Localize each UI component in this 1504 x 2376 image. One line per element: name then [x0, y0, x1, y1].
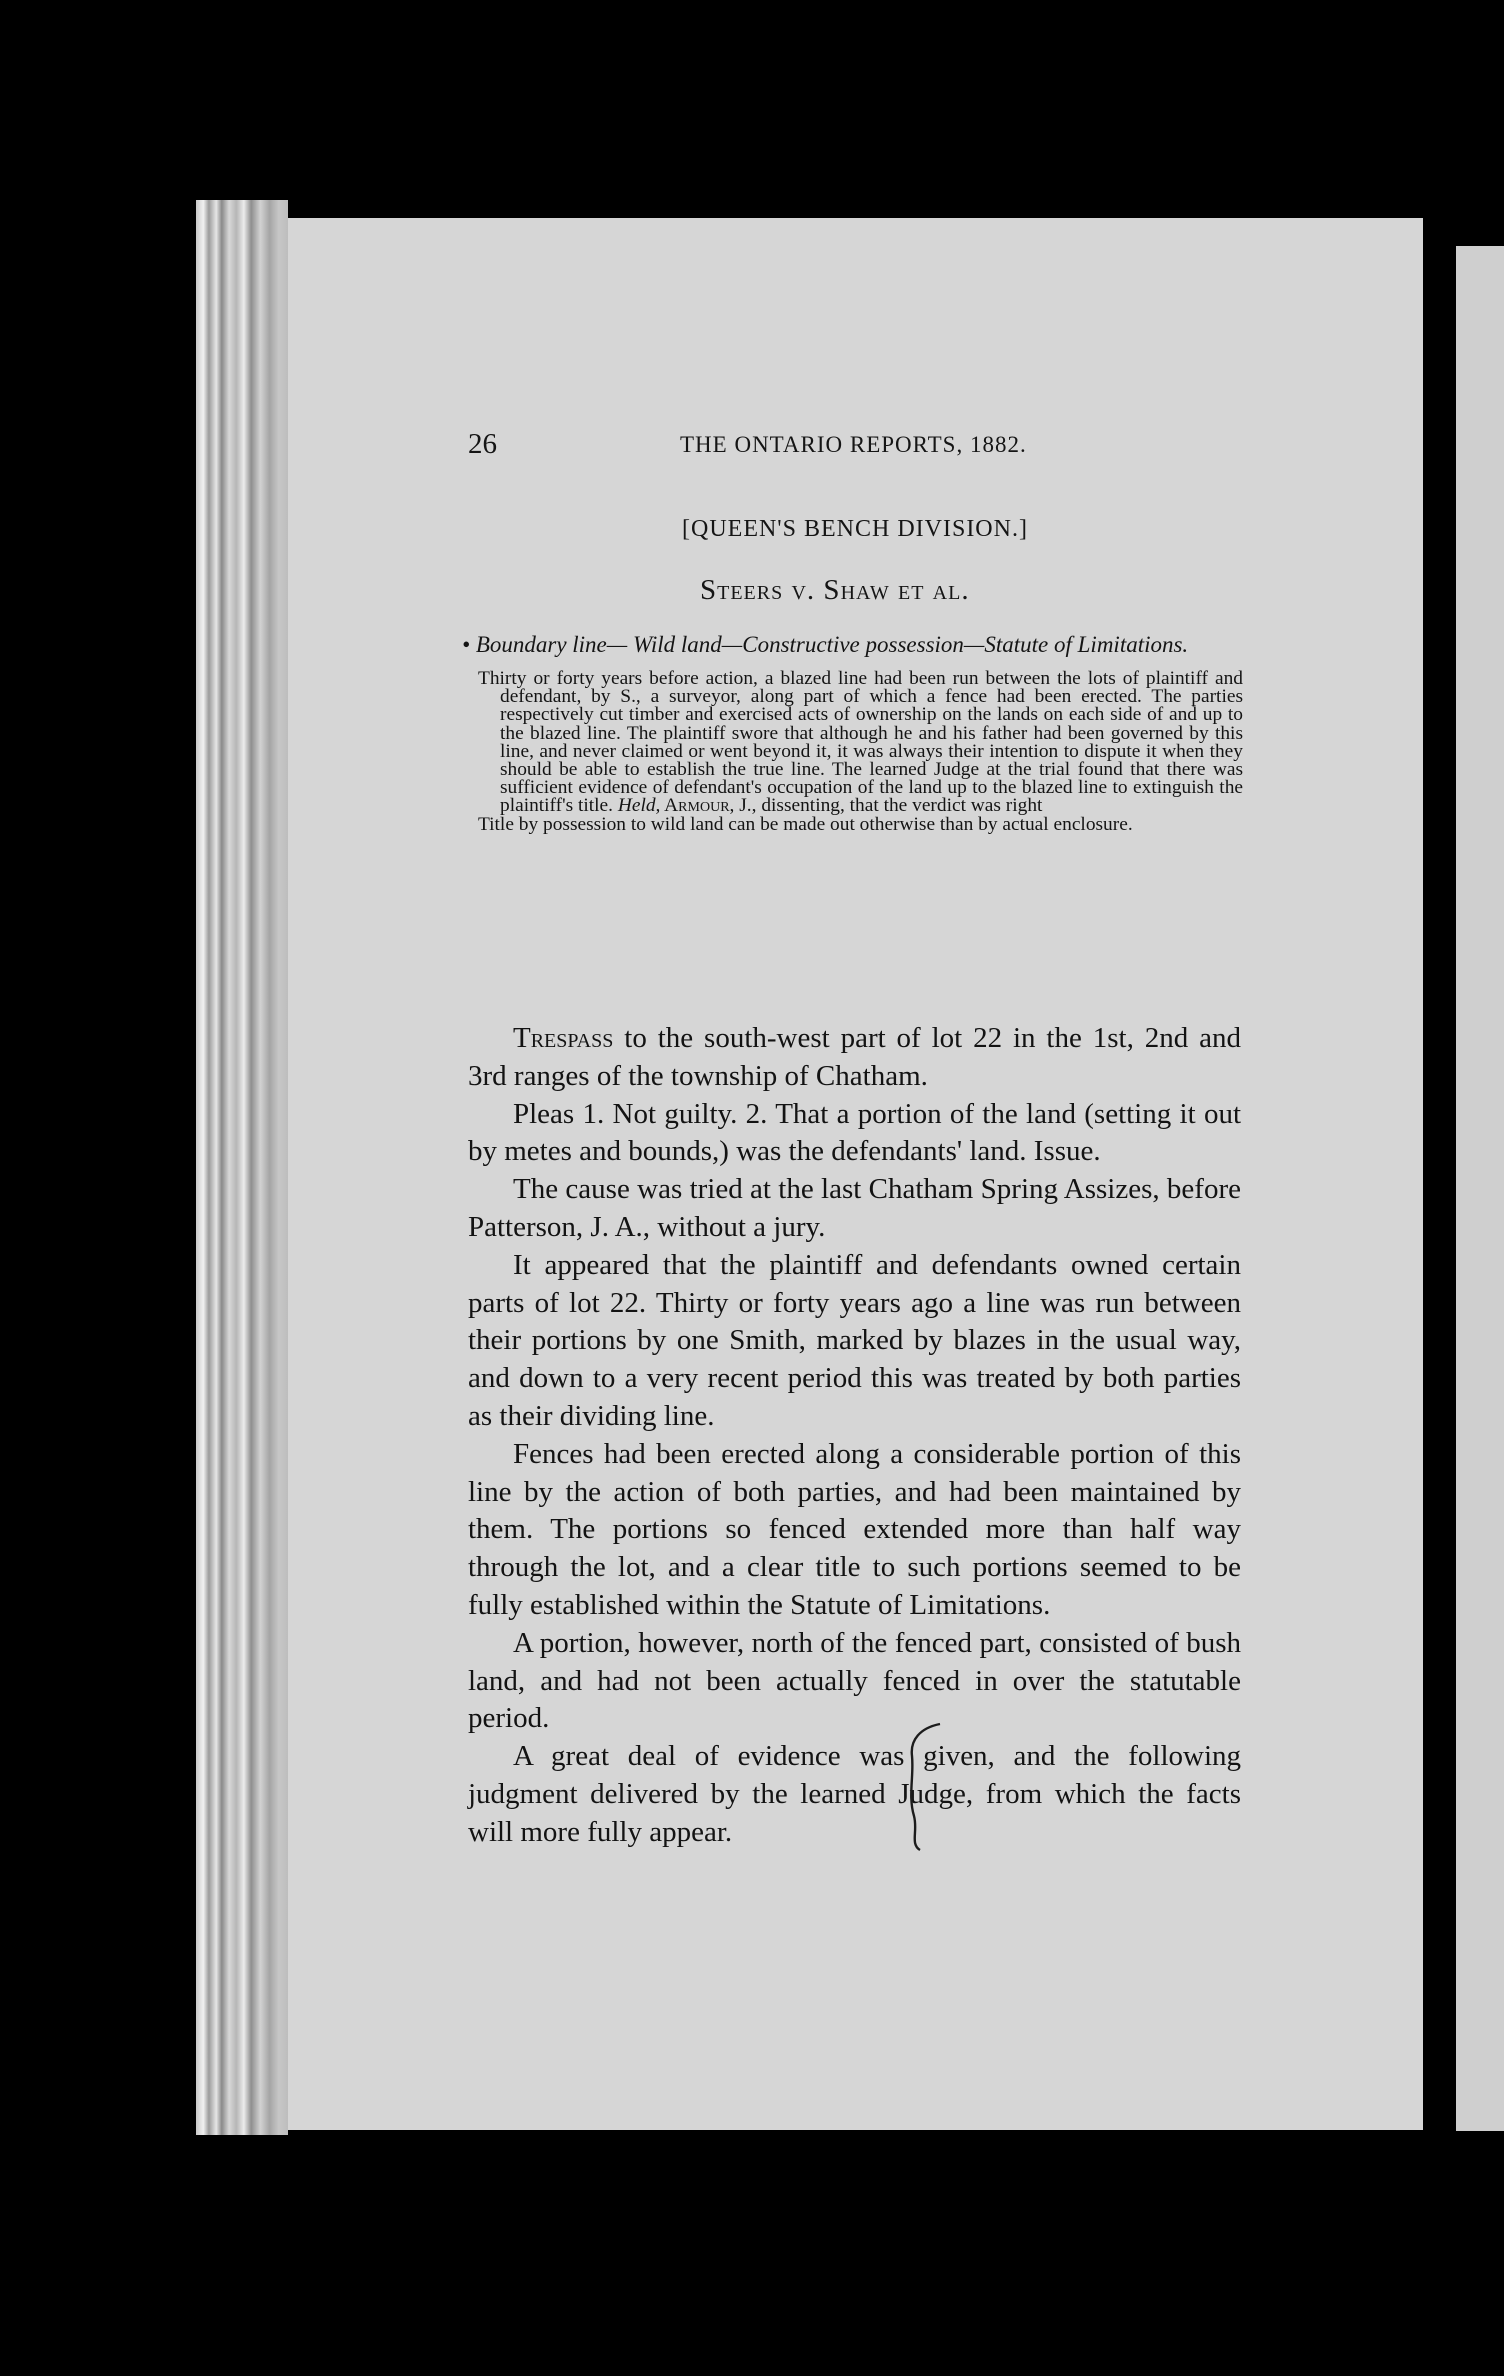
- body-paragraph: Pleas 1. Not guilty. 2. That a portion of the land (setting it out by metes and bounds,) was the defendants' land. Issue.: [468, 1097, 1241, 1168]
- body-paragraph: [468, 1020, 1241, 1096]
- body-paragraph: A portion, however, north of the fenced part, consisted of bush land, and had not been actually fenced in over the statutable period.: [468, 1626, 1241, 1735]
- running-head: [468, 428, 1241, 468]
- body-paragraph: A great deal of evidence was given, and the following judgment delivered by the learned Judge, from which the facts will more fully appear.: [468, 1740, 1241, 1848]
- adjacent-page-edge: [1456, 246, 1504, 2131]
- catchwords-dot: •: [462, 632, 476, 657]
- page-number: 26: [468, 428, 497, 460]
- case-title: Steers v. Shaw et al.: [700, 574, 970, 606]
- court-division: [QUEEN'S BENCH DIVISION.]: [682, 516, 1028, 542]
- trespass-word: Trespass: [513, 1022, 614, 1054]
- book-page-edges: [196, 200, 288, 2135]
- body-text: to the south-west part of lot 22 in the 1st, 2nd and 3rd ranges of the township of Chatham.: [468, 1022, 1241, 1092]
- body-paragraph: The cause was tried at the last Chatham Spring Assizes, before Patterson, J. A., without a jury.: [468, 1173, 1241, 1243]
- headnote-text: Thirty or forty years before action, a blazed line had been run between the lots of plaintiff and defendant, by S., a surveyor, along part of which a fence had been erected. The parties respectively cut timber and exercised acts of ownership on the lands on each side of and up to the blazed line. The plaintiff swore that although he and his father had been governed by this line, and never claimed or went beyond it, it was always their intention to dispute it when they should be able to establish the true line. The learned Judge at the trial found that there was sufficient evidence of defendant's occupation of the land up to the blazed line to extinguish the plaintiff's title.: [478, 668, 1243, 817]
- headnote-text-end: J., dissenting, that the verdict was right: [734, 795, 1043, 817]
- pen-mark-icon: [900, 1716, 946, 1856]
- headnote-paragraph: [478, 670, 1243, 816]
- headnote-paragraph: Title by possession to wild land can be made out otherwise than by actual enclosure.: [478, 813, 1133, 835]
- catchwords-text: Boundary line— Wild land—Constructive possession—Statute of Limitations.: [475, 632, 1189, 657]
- headnote-judge: Armour,: [660, 795, 735, 817]
- body-paragraph: It appeared that the plaintiff and defendants owned certain parts of lot 22. Thirty or forty years ago a line was run between their portions by one Smith, marked by blazes in the usual way, and down to a very recent period this was treated by both parties as their dividing line.: [468, 1248, 1241, 1432]
- body-paragraph: Fences had been erected along a considerable portion of this line by the action of both parties, and had been maintained by them. The portions so fenced extended more than half way through the lot, and a clear title to such portions seemed to be fully established within the Statute of Limitations.: [468, 1437, 1241, 1621]
- catchwords: [462, 632, 1262, 658]
- headnote-held: Held,: [617, 795, 661, 817]
- headnote: [478, 670, 1243, 834]
- running-title: THE ONTARIO REPORTS, 1882.: [680, 432, 1027, 457]
- report-body: [468, 1020, 1241, 1852]
